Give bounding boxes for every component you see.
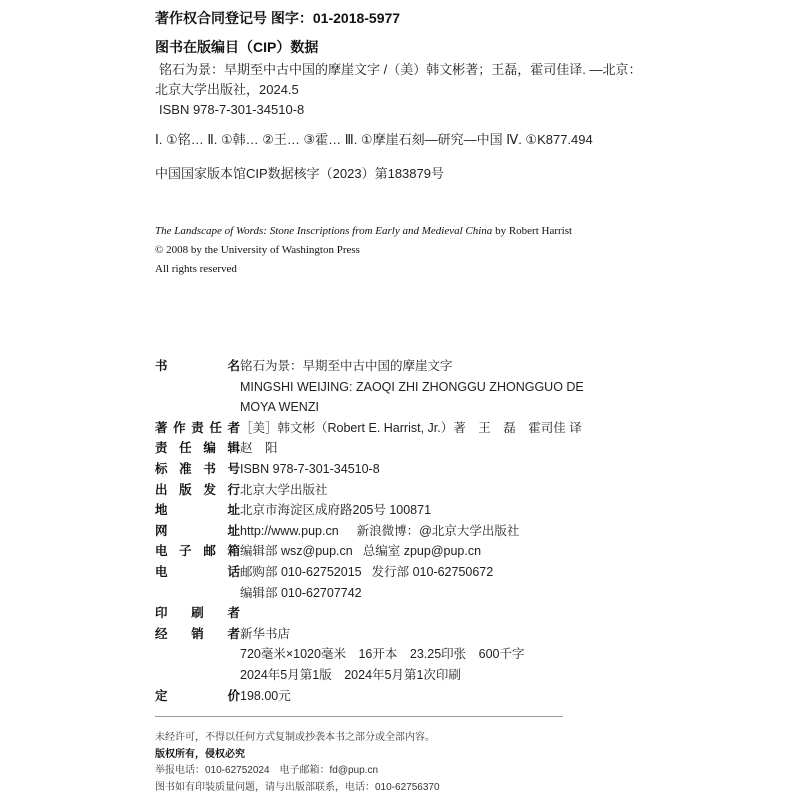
footer-copy-notice: 未经许可，不得以任何方式复制或抄袭本书之部分或全部内容。 — [155, 732, 435, 743]
spec-value-pinyin: MINGSHI WEIJING: ZAOQI ZHI ZHONGGU ZHONGGUO DE — [240, 379, 584, 394]
spec-row-pinyin — [155, 377, 625, 398]
spec-row-website — [155, 521, 625, 542]
spec-row-phone — [155, 562, 625, 583]
spec-value-email: 总编室 zpup@pup.cn — [362, 544, 482, 559]
spec-row-printer — [155, 603, 625, 624]
spec-row-address — [155, 500, 625, 521]
cip-isbn: ISBN 978-7-301-34510-8 — [159, 102, 305, 117]
spec-row-isbn — [155, 459, 625, 480]
spec-value: 新华书店 — [240, 626, 291, 641]
spec-label: 电 子 邮 箱 — [155, 544, 240, 559]
footer-report: 举报电话：010-62752024 电子邮箱：fd@pup.cn — [155, 765, 379, 776]
spec-row-phone — [155, 583, 625, 604]
original-title: The Landscape of Words: Stone Inscriptions from Early and Medieval China — [155, 225, 493, 237]
spec-row-publisher — [155, 480, 625, 501]
spec-row-distributor — [155, 624, 625, 645]
cip-entry-line: 铭石为景：早期至中古中国的摩崖文字 /（美）韩文彬著；王磊，霍司佳译. —北京： — [159, 62, 642, 77]
spec-value-edition: 2024年5月第1版 2024年5月第1次印刷 — [240, 667, 461, 682]
spec-label: 标 准 书 号 — [155, 461, 240, 476]
cip-number: 中国国家版本馆CIP数据核字（2023）第183879号 — [155, 166, 444, 181]
spec-row-format — [155, 644, 625, 665]
book-specifications — [155, 356, 625, 706]
cip-entry-line: 北京大学出版社，2024.5 — [155, 82, 299, 97]
spec-value: 北京市海淀区成府路205号 100871 — [240, 503, 432, 518]
spec-value: 赵 阳 — [240, 441, 278, 456]
spec-row-title — [155, 356, 625, 377]
spec-row-author — [155, 418, 625, 439]
copyright-registration-number: 著作权合同登记号 图字：01-2018-5977 — [155, 10, 401, 26]
spec-label: 网 址 — [155, 523, 240, 538]
spec-value-website: http://www.pup.cn — [240, 523, 339, 538]
spec-value-phone: 发行部 010-62750672 — [371, 564, 494, 579]
original-author: by Robert Harrist — [492, 225, 573, 237]
footer-rights: 版权所有，侵权必究 — [155, 748, 245, 760]
original-title-line — [155, 222, 572, 241]
spec-value-format: 720毫米×1020毫米 16开本 23.25印张 600千字 — [240, 647, 525, 662]
spec-row-email — [155, 541, 625, 562]
spec-label: 书 名 — [155, 359, 240, 373]
spec-label: 责 任 编 辑 — [155, 441, 240, 456]
spec-row-pinyin — [155, 397, 625, 418]
spec-row-editor — [155, 438, 625, 459]
spec-label: 经 销 者 — [155, 626, 240, 641]
spec-label: 著 作 责 任 者 — [155, 420, 240, 435]
footer-notice — [155, 730, 440, 796]
spec-row-edition — [155, 665, 625, 686]
original-rights: All rights reserved — [155, 263, 237, 275]
spec-value-phone: 编辑部 010-62707742 — [240, 585, 362, 600]
spec-value: ［美］韩文彬（Robert E. Harrist, Jr.）著 王 磊 霍司佳 译 — [240, 420, 582, 435]
spec-value — [240, 603, 625, 624]
spec-value-phone: 邮购部 010-62752015 — [240, 564, 362, 579]
spec-value: ISBN 978-7-301-34510-8 — [240, 461, 380, 476]
english-copyright-block — [155, 222, 572, 279]
original-copyright: © 2008 by the University of Washington Press — [155, 244, 360, 256]
spec-label: 印 刷 者 — [155, 606, 240, 621]
spec-row-price — [155, 686, 625, 707]
spec-value-weibo: 新浪微博：@北京大学出版社 — [356, 523, 520, 538]
cip-classification: Ⅰ. ①铭… Ⅱ. ①韩… ②王… ③霍… Ⅲ. ①摩崖石刻—研究—中国 Ⅳ. ①K877.494 — [155, 132, 593, 147]
spec-label: 电 话 — [155, 564, 240, 579]
spec-label: 定 价 — [155, 688, 240, 703]
spec-value: 北京大学出版社 — [240, 482, 328, 497]
spec-label: 出 版 发 行 — [155, 482, 240, 497]
cip-entry — [155, 60, 642, 184]
spec-value-email: 编辑部 wsz@pup.cn — [240, 544, 353, 559]
cip-heading: 图书在版编目（CIP）数据 — [155, 39, 319, 55]
spec-value-pinyin: MOYA WENZI — [240, 400, 319, 415]
spec-value-price: 198.00元 — [240, 688, 291, 703]
footer-quality: 图书如有印装质量问题，请与出版部联系，电话：010-62756370 — [155, 781, 440, 793]
spec-label: 地 址 — [155, 503, 240, 518]
spec-value: 铭石为景：早期至中古中国的摩崖文字 — [240, 359, 453, 373]
footer-divider — [155, 716, 563, 717]
